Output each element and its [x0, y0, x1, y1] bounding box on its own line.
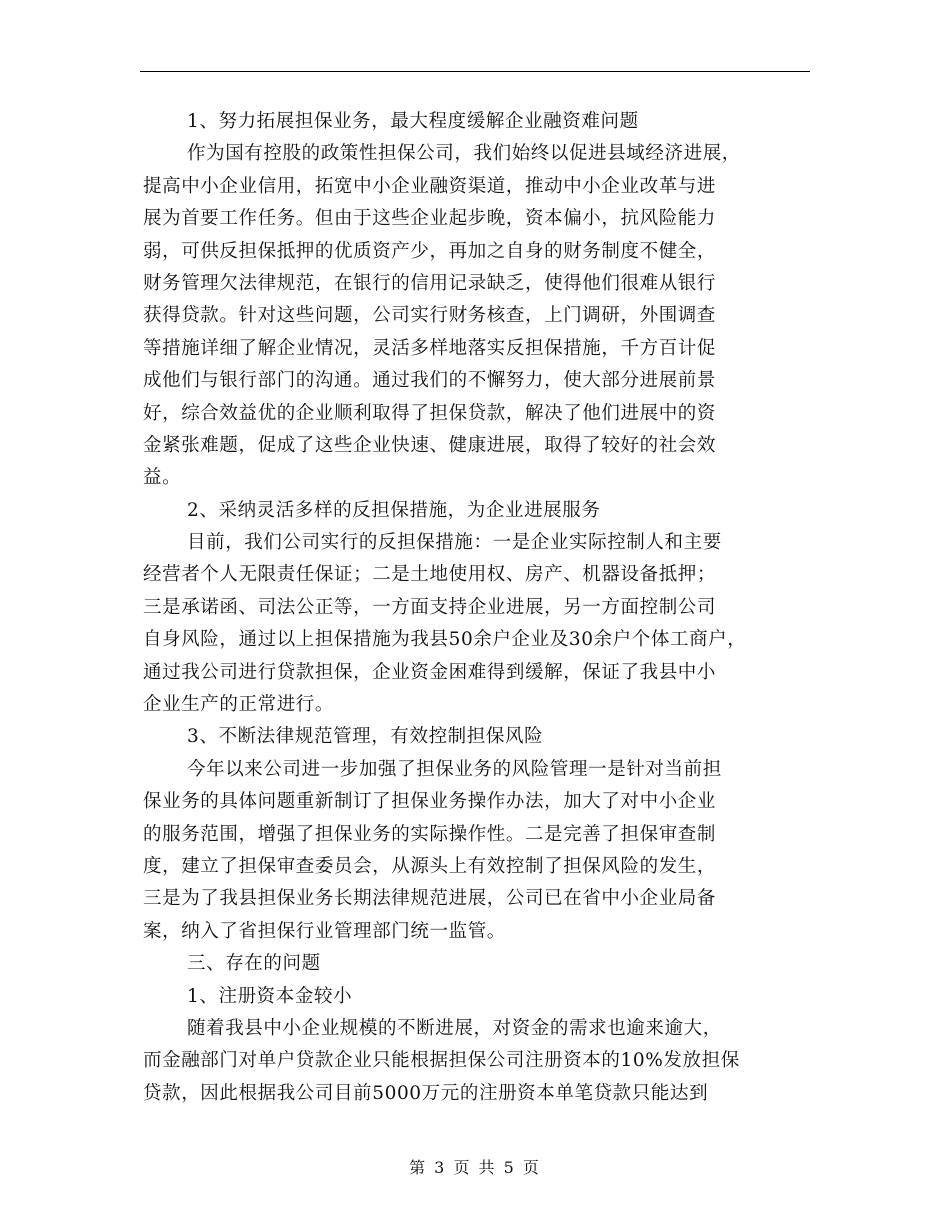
text-line: 等措施详细了解企业情况，灵活多样地落实反担保措施，千方百计促	[143, 337, 717, 359]
header-rule	[140, 71, 810, 72]
text-line: 保业务的具体问题重新制订了担保业务操作办法，加大了对中小企业	[143, 791, 717, 813]
text-line: 好，综合效益优的企业顺利取得了担保贷款，解决了他们进展中的资	[143, 402, 717, 424]
text-line: 财务管理欠法律规范，在银行的信用记录缺乏，使得他们很难从银行	[143, 272, 717, 294]
text-line: 贷款，因此根据我公司目前5000万元的注册资本单笔贷款只能达到	[143, 1082, 709, 1104]
text-line: 2、采纳灵活多样的反担保措施，为企业进展服务	[187, 499, 601, 521]
text-line: 三、存在的问题	[187, 953, 321, 975]
text-line: 展为首要工作任务。但由于这些企业起步晚，资本偏小，抗风险能力	[143, 208, 717, 230]
text-line: 三是为了我县担保业务长期法律规范进展，公司已在省中小企业局备	[143, 888, 717, 910]
text-line: 随着我县中小企业规模的不断进展，对资金的需求也逾来逾大，	[187, 1017, 722, 1039]
text-line: 企业生产的正常进行。	[143, 694, 335, 716]
text-line: 今年以来公司进一步加强了担保业务的风险管理一是针对当前担	[187, 758, 722, 780]
text-line: 提高中小企业信用，拓宽中小企业融资渠道，推动中小企业改革与进	[143, 175, 717, 197]
text-line: 三是承诺函、司法公正等，一方面支持企业进展，另一方面控制公司	[143, 596, 717, 618]
text-line: 目前，我们公司实行的反担保措施：一是企业实际控制人和主要	[187, 532, 722, 554]
text-line: 金紧张难题，促成了这些企业快速、健康进展，取得了较好的社会效	[143, 434, 717, 456]
text-line: 的服务范围，增强了担保业务的实际操作性。二是完善了担保审查制	[143, 823, 717, 845]
text-line: 1、努力拓展担保业务，最大程度缓解企业融资难问题	[187, 111, 639, 132]
page-footer: 第 3 页 共 5 页	[409, 1158, 541, 1177]
text-line: 3、不断法律规范管理，有效控制担保风险	[187, 726, 544, 748]
text-line: 而金融部门对单户贷款企业只能根据担保公司注册资本的10%发放担保	[143, 1050, 740, 1072]
text-line: 通过我公司进行贷款担保，企业资金困难得到缓解，保证了我县中小	[143, 661, 717, 683]
text-line: 度，建立了担保审查委员会，从源头上有效控制了担保风险的发生，	[143, 855, 717, 877]
text-line: 作为国有控股的政策性担保公司，我们始终以促进县域经济进展，	[187, 143, 741, 165]
text-line: 成他们与银行部门的沟通。通过我们的不懈努力，使大部分进展前景	[143, 370, 717, 392]
text-line: 益。	[143, 467, 182, 489]
text-line: 获得贷款。针对这些问题，公司实行财务核查，上门调研，外围调查	[143, 305, 717, 327]
text-line: 经营者个人无限责任保证；二是土地使用权、房产、机器设备抵押；	[143, 564, 717, 586]
text-line: 案，纳入了省担保行业管理部门统一监管。	[143, 920, 506, 942]
document-body	[143, 106, 823, 1110]
text-line: 弱，可供反担保抵押的优质资产少，再加之自身的财务制度不健全，	[143, 240, 717, 262]
text-line: 自身风险，通过以上担保措施为我县50余户企业及30余户个体工商户，	[143, 629, 747, 651]
text-line: 1、注册资本金较小	[187, 985, 353, 1007]
